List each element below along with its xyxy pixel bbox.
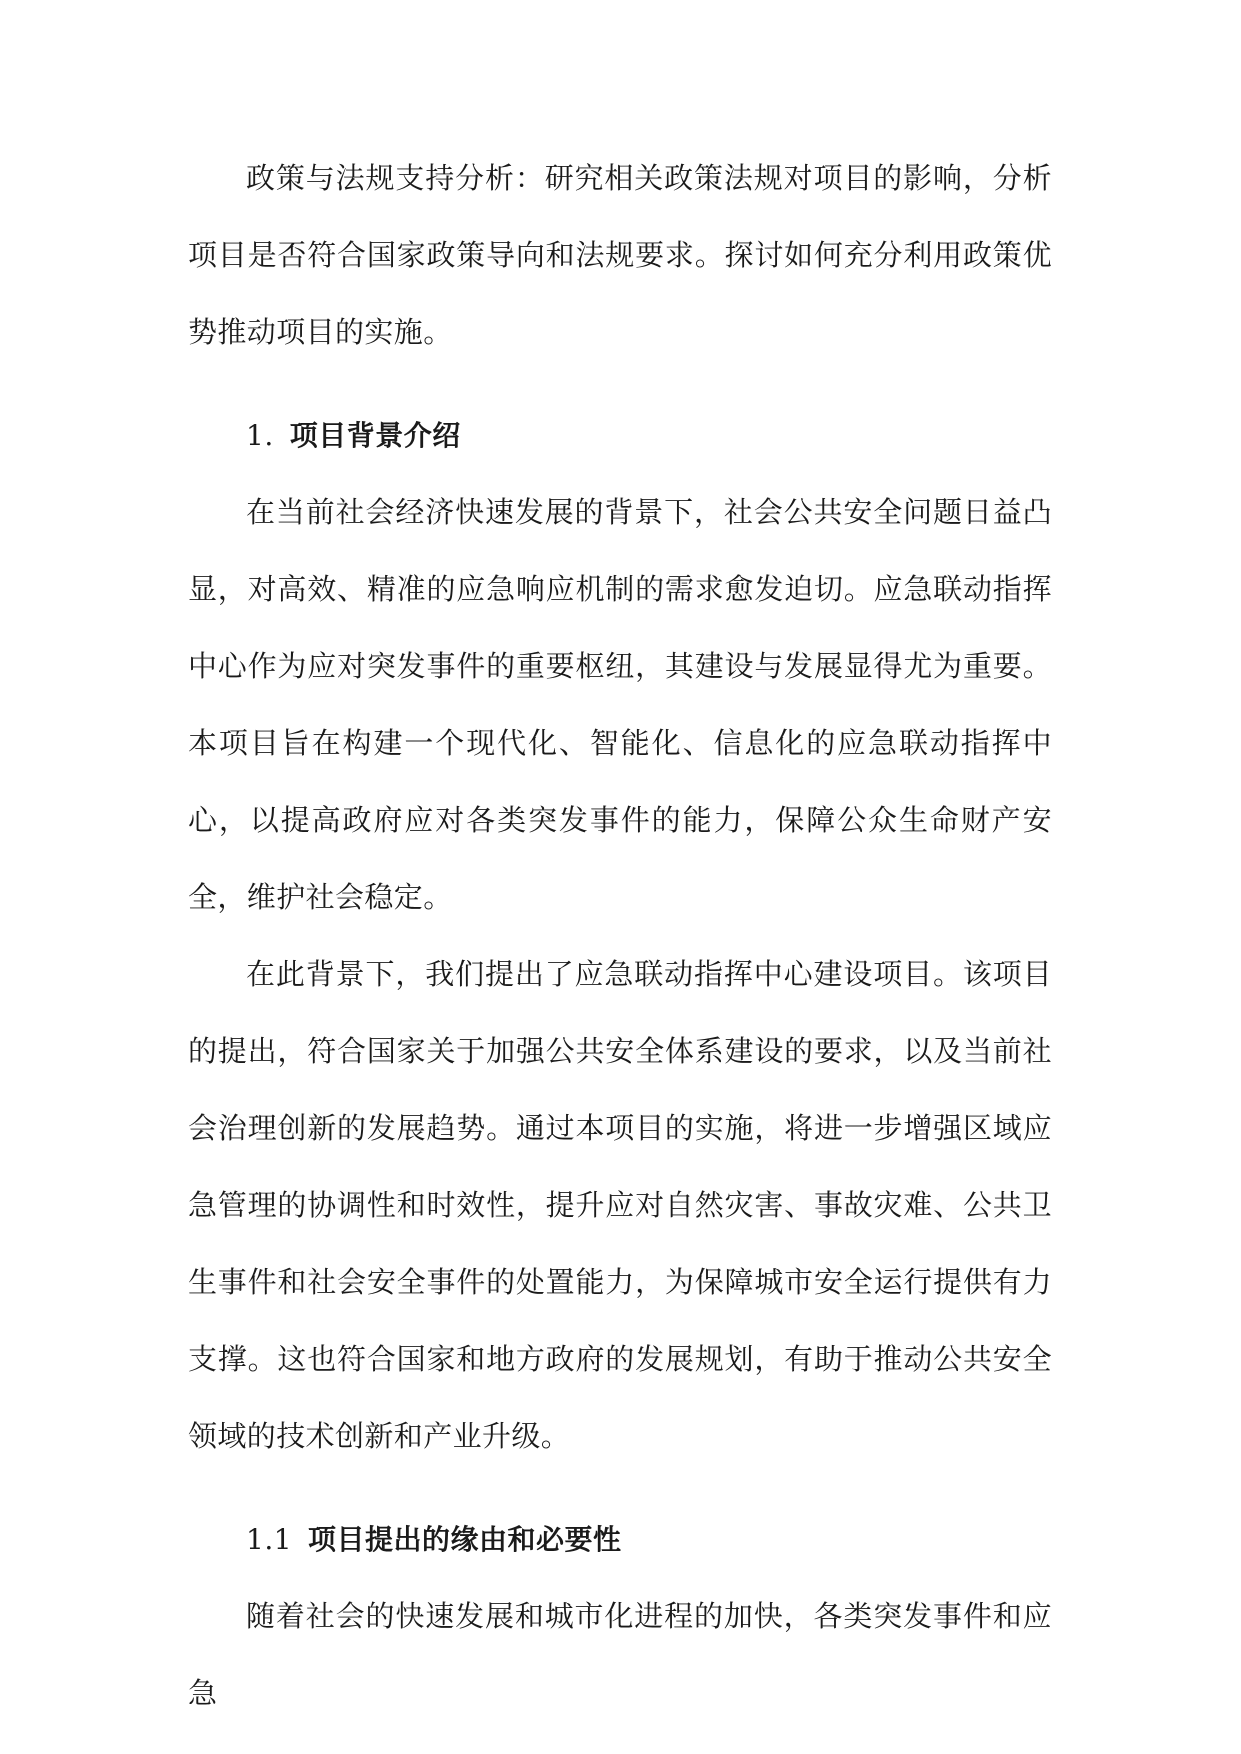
- section-number: 1.: [246, 419, 274, 452]
- body-paragraph: 随着社会的快速发展和城市化进程的加快，各类突发事件和应急: [188, 1599, 1052, 1710]
- spacer: [188, 371, 1052, 397]
- section-title: 项目背景介绍: [289, 419, 461, 452]
- section-heading-1-1: [188, 1501, 1052, 1578]
- section-title: 项目提出的缘由和必要性: [308, 1523, 622, 1556]
- body-paragraph: 在当前社会经济快速发展的背景下，社会公共安全问题日益凸显，对高效、精准的应急响应机制的需求愈发迫切。应急联动指挥中心作为应对突发事件的重要枢纽，其建设与发展显得尤为重要。本项目旨在构建一个现代化、智能化、信息化的应急联动指挥中心，以提高政府应对各类突发事件的能力，保障公众生命财产安全，维护社会稳定。: [188, 495, 1052, 914]
- page-body: [188, 140, 1052, 1732]
- section-number: 1.1: [246, 1523, 293, 1556]
- section-heading-1: [188, 397, 1052, 474]
- spacer: [188, 1475, 1052, 1501]
- body-paragraph: 在此背景下，我们提出了应急联动指挥中心建设项目。该项目的提出，符合国家关于加强公共安全体系建设的要求，以及当前社会治理创新的发展趋势。通过本项目的实施，将进一步增强区域应急管理的协调性和时效性，提升应对自然灾害、事故灾难、公共卫生事件和社会安全事件的处置能力，为保障城市安全运行提供有力支撑。这也符合国家和地方政府的发展规划，有助于推动公共安全领域的技术创新和产业升级。: [188, 957, 1052, 1453]
- intro-paragraph: 政策与法规支持分析：研究相关政策法规对项目的影响，分析项目是否符合国家政策导向和法规要求。探讨如何充分利用政策优势推动项目的实施。: [188, 161, 1052, 349]
